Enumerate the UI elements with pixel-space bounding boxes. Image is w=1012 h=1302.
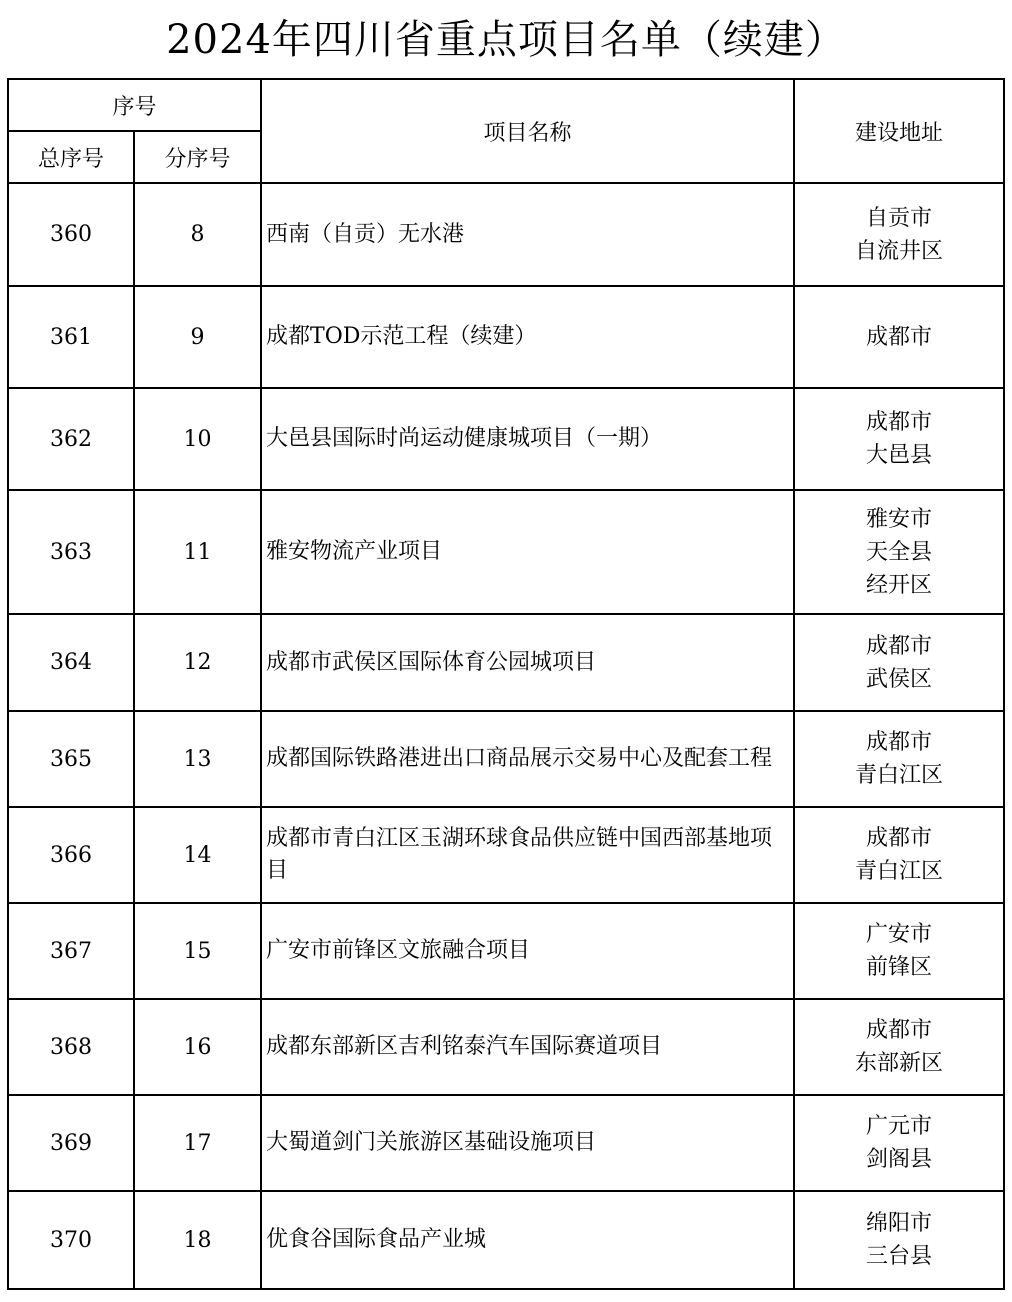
location-line: 成都市 <box>866 633 933 659</box>
location-line: 武侯区 <box>866 666 933 692</box>
location-line: 剑阁县 <box>866 1147 933 1172</box>
project-table <box>7 78 1005 1290</box>
location-cell <box>794 614 1004 711</box>
project-name-cell: 成都TOD示范工程（续建） <box>261 286 794 388</box>
total-seq-cell: 365 <box>8 711 134 807</box>
location-cell <box>794 388 1004 490</box>
total-seq-cell: 369 <box>8 1095 134 1191</box>
project-name-cell: 成都市青白江区玉湖环球食品供应链中国西部基地项目 <box>261 807 794 903</box>
sub-seq-cell: 10 <box>134 388 261 490</box>
sub-seq-cell: 12 <box>134 614 261 711</box>
total-seq-cell: 363 <box>8 490 134 614</box>
location-cell <box>794 999 1004 1095</box>
table-row <box>8 1095 1004 1191</box>
table-row <box>8 286 1004 388</box>
location-cell <box>794 490 1004 614</box>
location-line: 前锋区 <box>866 955 933 980</box>
project-name-cell: 雅安物流产业项目 <box>261 490 794 614</box>
project-name-cell: 成都东部新区吉利铭泰汽车国际赛道项目 <box>261 999 794 1095</box>
table-row <box>8 388 1004 490</box>
table-row <box>8 490 1004 614</box>
table-row <box>8 614 1004 711</box>
location-line: 青白江区 <box>855 859 944 884</box>
total-seq-cell: 362 <box>8 388 134 490</box>
project-name-cell: 成都市武侯区国际体育公园城项目 <box>261 614 794 711</box>
location-cell <box>794 711 1004 807</box>
sub-seq-cell: 16 <box>134 999 261 1095</box>
project-name-cell: 西南（自贡）无水港 <box>261 183 794 286</box>
location-line: 自流井区 <box>855 238 944 264</box>
table-row <box>8 903 1004 999</box>
project-name-cell: 广安市前锋区文旅融合项目 <box>261 903 794 999</box>
location-line: 广元市 <box>866 1114 933 1139</box>
location-cell <box>794 286 1004 388</box>
location-line: 成都市 <box>866 410 933 435</box>
sub-seq-cell: 9 <box>134 286 261 388</box>
table-row <box>8 1191 1004 1289</box>
location-line: 三台县 <box>866 1244 933 1269</box>
sub-seq-cell: 18 <box>134 1191 261 1289</box>
location-cell <box>794 183 1004 286</box>
table-row <box>8 999 1004 1095</box>
sub-seq-cell: 13 <box>134 711 261 807</box>
header-project-name: 项目名称 <box>261 79 794 183</box>
sub-seq-cell: 8 <box>134 183 261 286</box>
header-sub-seq: 分序号 <box>134 131 261 183</box>
location-line: 天全县 <box>866 539 933 565</box>
header-location: 建设地址 <box>794 79 1004 183</box>
header-total-seq: 总序号 <box>8 131 134 183</box>
sub-seq-cell: 15 <box>134 903 261 999</box>
location-cell <box>794 1191 1004 1289</box>
project-name-cell: 优食谷国际食品产业城 <box>261 1191 794 1289</box>
location-line: 绵阳市 <box>866 1211 933 1236</box>
total-seq-cell: 368 <box>8 999 134 1095</box>
sub-seq-cell: 14 <box>134 807 261 903</box>
location-cell <box>794 1095 1004 1191</box>
total-seq-cell: 370 <box>8 1191 134 1289</box>
sub-seq-cell: 11 <box>134 490 261 614</box>
location-line: 广安市 <box>866 922 933 947</box>
location-line: 经开区 <box>866 572 933 598</box>
total-seq-cell: 361 <box>8 286 134 388</box>
total-seq-cell: 360 <box>8 183 134 286</box>
location-line: 成都市 <box>866 324 933 350</box>
project-name-cell: 大蜀道剑门关旅游区基础设施项目 <box>261 1095 794 1191</box>
total-seq-cell: 366 <box>8 807 134 903</box>
location-line: 大邑县 <box>866 443 933 468</box>
header-seq-group: 序号 <box>8 79 261 131</box>
table-row <box>8 807 1004 903</box>
location-line: 自贡市 <box>866 205 933 231</box>
table-row <box>8 183 1004 286</box>
table-row <box>8 711 1004 807</box>
sub-seq-cell: 17 <box>134 1095 261 1191</box>
project-name-cell: 成都国际铁路港进出口商品展示交易中心及配套工程 <box>261 711 794 807</box>
location-cell <box>794 807 1004 903</box>
location-line: 成都市 <box>866 826 933 851</box>
location-cell <box>794 903 1004 999</box>
total-seq-cell: 367 <box>8 903 134 999</box>
total-seq-cell: 364 <box>8 614 134 711</box>
location-line: 青白江区 <box>855 763 944 788</box>
location-line: 成都市 <box>866 730 933 755</box>
location-line: 东部新区 <box>855 1051 944 1076</box>
project-name-cell: 大邑县国际时尚运动健康城项目（一期） <box>261 388 794 490</box>
location-line: 雅安市 <box>866 506 933 532</box>
location-line: 成都市 <box>866 1018 933 1043</box>
document-title: 2024年四川省重点项目名单（续建） <box>166 17 846 63</box>
